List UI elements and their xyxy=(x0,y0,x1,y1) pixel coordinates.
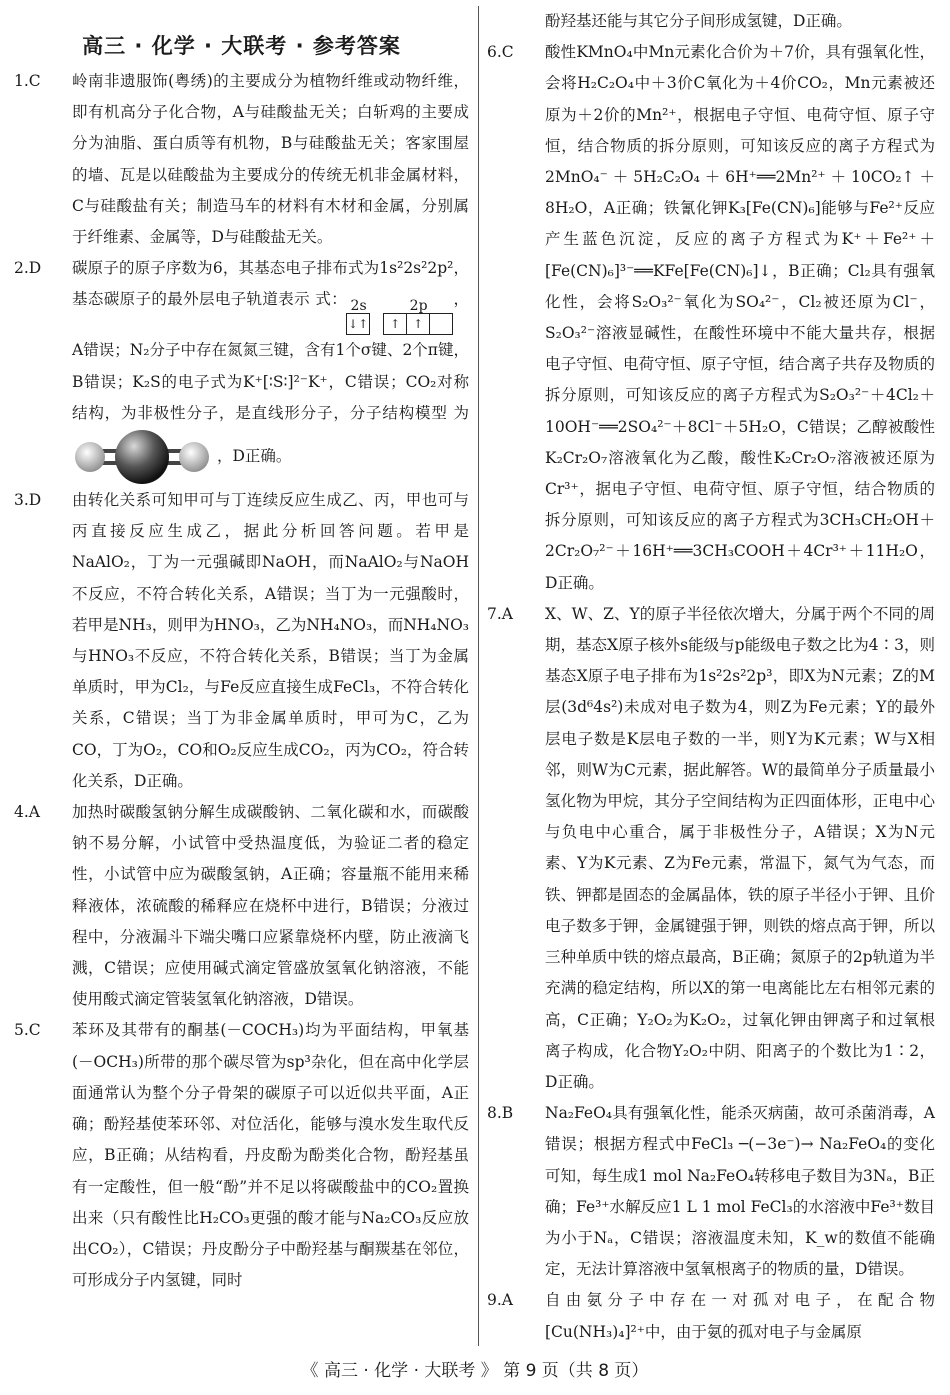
answer-number: 9.A xyxy=(487,1291,513,1310)
answer-text: 酸性KMnO₄中Mn元素化合价为＋7价，具有强氧化性，会将H₂C₂O₄中＋3价C氧化为＋4价CO₂，Mn元素被还原为＋2价的Mn²⁺，根据电子守恒、电荷守恒、原子守恒，结合物质的拆分原则，可知该反应的离子方程式为2MnO₄⁻＋5H₂C₂O₄＋6H⁺══2Mn²⁺＋10CO₂↑＋8H₂O，A正确；铁氰化钾K₃[Fe(CN)₆]能够与Fe²⁺反应产生蓝色沉淀，反应的离子方程式为K⁺＋Fe²⁺＋[Fe(CN)₆]³⁻══KFe[Fe(CN)₆]↓，B正确；Cl₂具有强氧化性，会将S₂O₃²⁻氧化为SO₄²⁻，Cl₂被还原为Cl⁻，S₂O₃²⁻溶液显碱性，在酸性环境中不能大量共存，根据电子守恒、电荷守恒、原子守恒，结合离子共存及物质的拆分原则，可知该反应的离子方程式为S₂O₃²⁻＋4Cl₂＋10OH⁻══2SO₄²⁻＋8Cl⁻＋5H₂O，C错误；乙醇被酸性K₂Cr₂O₇溶液氧化为乙酸，酸性K₂Cr₂O₇溶液被还原为Cr³⁺，据电子守恒、电荷守恒、原子守恒，结合物质的拆分原则，可知该反应的离子方程式为3CH₃CH₂OH＋2Cr₂O₇²⁻＋16H⁺══3CH₃COOH＋4Cr³⁺＋11H₂O，D正确。 xyxy=(545,43,935,592)
answer-text: 加热时碳酸氢钠分解生成碳酸钠、二氧化碳和水，而碳酸钠不易分解，小试管中受热温度低，为验证二者的稳定性，小试管中应为碳酸氢钠，A正确；容量瓶不能用来稀释液体，浓硫酸的稀释应在烧杯中进行，B错误；分液过程中，分液漏斗下端尖嘴口应紧靠烧杯内壁，防止液滴飞溅，C错误；应使用碱式滴定管盛放氢氧化钠溶液，不能使用酸式滴定管装氢氧化钠溶液，D错误。 xyxy=(72,803,469,1009)
answer-number: 3.D xyxy=(14,491,42,510)
co2-molecule-model-icon xyxy=(72,429,212,485)
orbital-box-single: ↑ xyxy=(406,313,430,335)
orbital-label: 2s xyxy=(350,298,367,315)
answer-text-part: ，D正确。 xyxy=(216,447,292,466)
answer-3 xyxy=(14,485,469,797)
answer-8 xyxy=(487,1098,935,1285)
answer-number: 7.A xyxy=(487,604,513,623)
answer-9 xyxy=(487,1285,935,1347)
answer-number: 5.C xyxy=(14,1021,41,1040)
answer-text-part: 碳原子的原子序数为6，其基态电子排布式为1s²2s²2p²，基态碳原子的最外层电子轨道表示 xyxy=(72,259,469,309)
orbital-2p xyxy=(384,299,453,335)
column-divider xyxy=(478,6,479,1346)
answer-2 xyxy=(14,253,469,485)
answer-text-part: ，A错误；N₂分子中存在氮氮三键，含有1个σ键、2个π键，B错误；K₂S的电子式为K⁺[∶S∶]²⁻K⁺，C错误；CO₂对称结构，为非极性分子，是直线形分子，分子结构模型 xyxy=(72,290,469,422)
answer-text: Na₂FeO₄具有强氧化性，能杀灭病菌，故可杀菌消毒，A错误；根据方程式中FeCl₃ ─(−3e⁻)→ Na₂FeO₄的变化可知，每生成1 mol Na₂FeO₄转移电子数目为3Nₐ，B正确；Fe³⁺水解反应1 L 1 mol FeCl₃的水溶液中Fe³⁺数目为小于Nₐ，C错误；溶液温度未知，K_w的数值不能确定，无法计算溶液中氢氧根离子的物质的量，D错误。 xyxy=(545,1104,935,1279)
answer-text: 自由氨分子中存在一对孤对电子，在配合物[Cu(NH₃)₄]²⁺中，由于氨的孤对电子与金属原 xyxy=(545,1291,935,1341)
answer-number: 8.B xyxy=(487,1104,514,1123)
orbital-diagram xyxy=(347,299,453,335)
answer-number: 2.D xyxy=(14,259,42,278)
orbital-box-single: ↑ xyxy=(383,313,407,335)
answer-text: 岭南非遗服饰(粤绣)的主要成分为植物纤维或动物纤维，即有机高分子化合物，A与硅酸盐无关；白斩鸡的主要成分为油脂、蛋白质等有机物，B与硅酸盐无关；客家围屋的墙、瓦是以硅酸盐为主要成分的传统无机非金属材料，C与硅酸盐有关；制造马车的材料有木材和金属，分别属于纤维素、金属等，D与硅酸盐无关。 xyxy=(72,72,469,247)
orbital-2s xyxy=(347,299,370,335)
answer-text: 苯环及其带有的酮基(－COCH₃)均为平面结构，甲氧基(－OCH₃)所带的那个碳尽管为sp³杂化，但在高中化学层面通常认为整个分子骨架的碳原子可以近似共平面，A正确；酚羟基使苯环邻、对位活化，能够与溴水发生取代反应，B正确；从结构看，丹皮酚为酚类化合物，酚羟基虽有一定酸性，但一般“酚”并不足以将碳酸盐中的CO₂置换出来（只有酸性比H₂CO₃更强的酸才能与Na₂CO₃反应放出CO₂），C错误；丹皮酚分子中酚羟基与酮羰基在邻位，可形成分子内氢键，同时 xyxy=(72,1021,469,1290)
answer-6 xyxy=(487,37,935,599)
answer-text xyxy=(72,253,469,485)
answer-text: 由转化关系可知甲可与丁连续反应生成乙、丙，甲也可与丙直接反应生成乙，据此分析回答问题。若甲是NaAlO₂，丁为一元强碱即NaOH，而NaAlO₂与NaOH不反应，不符合转化关系，A错误；当丁为一元强酸时，若甲是NH₃，则甲为HNO₃，乙为NH₄NO₃，而NH₄NO₃与HNO₃不反应，不符合转化关系，B错误；当丁为金属单质时，甲为Cl₂，与Fe反应直接生成FeCl₃，不符合转化关系，C错误；当丁为非金属单质时，甲可为C，乙为CO，丁为O₂，CO和O₂反应生成CO₂，丙为CO₂，符合转化关系，D正确。 xyxy=(72,491,469,790)
answer-4 xyxy=(14,797,469,1015)
answer-text-part: 为 xyxy=(453,403,469,422)
answer-text-part: 式： xyxy=(315,290,348,309)
answer-5 xyxy=(14,1015,469,1296)
answer-number: 6.C xyxy=(487,43,514,62)
answer-7 xyxy=(487,599,935,1098)
right-column xyxy=(487,0,935,1348)
orbital-box-paired: ↓↑ xyxy=(346,313,370,335)
answer-number: 1.C xyxy=(14,72,41,90)
orbital-box-empty xyxy=(429,313,453,335)
answer-number: 4.A xyxy=(14,803,40,822)
answer-5-continued: 酚羟基还能与其它分子间形成氢键，D正确。 xyxy=(545,12,852,30)
answer-text: X、W、Z、Y的原子半径依次增大，分属于两个不同的周期，基态X原子核外s能级与p能级电子数之比为4∶3，则基态X原子电子排布为1s²2s²2p³，即X为N元素；Z的M层(3d⁶4s²)未成对电子数为4，则Z为Fe元素；Y的最外层电子数是K层电子数的一半，则Y为K元素；W与X相邻，则W为C元素，据此解答。W的最简单分子质量最小氢化物为甲烷，其分子空间结构为正四面体形，正电中心与负电中心重合，属于非极性分子，A错误；X为N元素、Y为K元素、Z为Fe元素，常温下，氮气为气态，而铁、钾都是固态的金属晶体，铁的原子半径小于钾、且价电子数多于钾，金属键强于钾，则铁的熔点高于钾，所以三种单质中铁的熔点最高，B正确；氮原子的2p轨道为半充满的稳定结构，所以X的第一电离能比左右相邻元素的高，C正确；Y₂O₂为K₂O₂，过氧化钾由钾离子和过氧根离子构成，化合物Y₂O₂中阴、阳离子的个数比为1∶2，D正确。 xyxy=(545,604,935,1091)
page-footer: 《 高三 · 化学 · 大联考 》 第 9 页（共 8 页） xyxy=(301,1361,649,1381)
orbital-label: 2p xyxy=(409,298,428,315)
answer-1 xyxy=(14,66,469,253)
left-column xyxy=(14,0,469,1296)
page-title: 高三 · 化学 · 大联考 · 参考答案 xyxy=(82,34,401,58)
